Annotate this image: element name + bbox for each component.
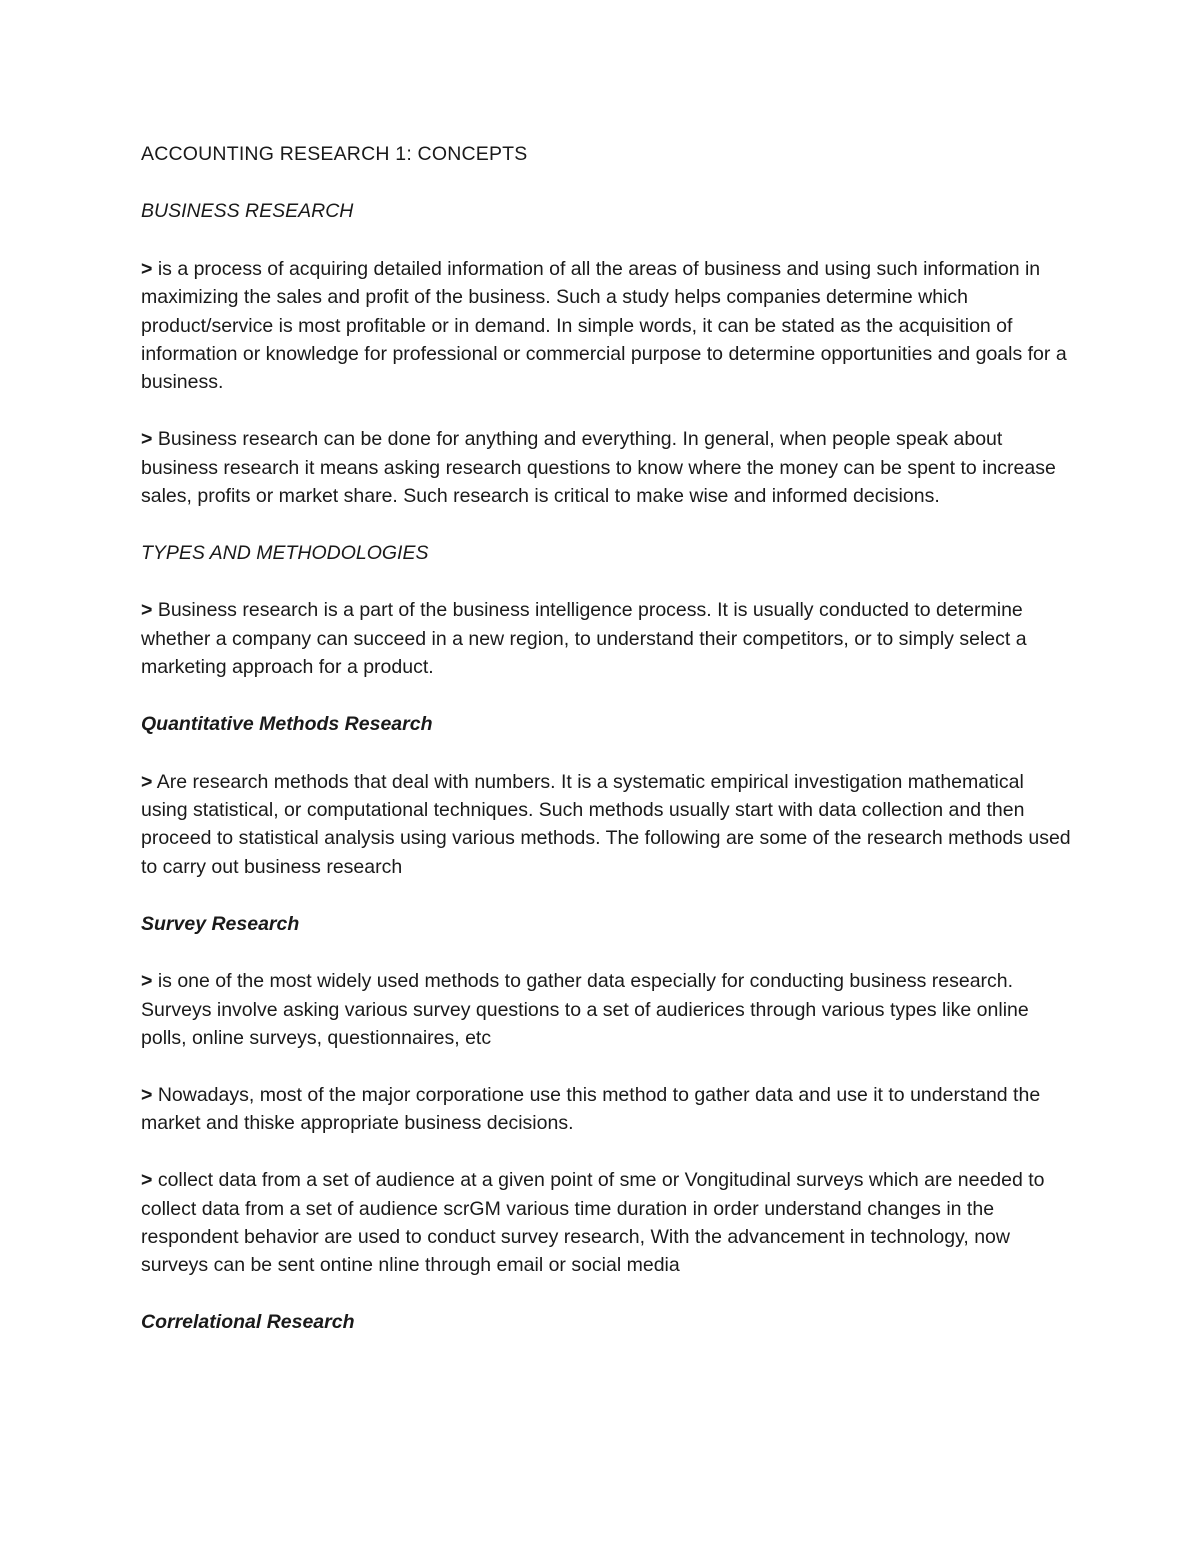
- paragraph: [141, 967, 1071, 1052]
- bullet-marker: >: [141, 1083, 153, 1106]
- section-heading-correlational-research: Correlational Research: [141, 1311, 355, 1334]
- bullet-marker: >: [141, 970, 153, 993]
- bullet-marker: >: [141, 770, 153, 793]
- paragraph: [141, 425, 1071, 510]
- paragraph-text: is a process of acquiring detailed information of all the areas of business and using such information in maximizing the sales and profit of the business. Such a study helps companies determine which product/service is most profitable or in demand. In simple words, it can be stated as the acquisition of information or knowledge for professional or commercial purpose to determine opportunities and goals for a business.: [141, 257, 1067, 394]
- section-heading-quantitative-methods: Quantitative Methods Research: [141, 713, 433, 736]
- document-body: [141, 140, 1071, 1366]
- bullet-marker: >: [141, 257, 153, 280]
- paragraph-text: Business research is a part of the business intelligence process. It is usually conducted to determine whether a company can succeed in a new region, to understand their competitors, or to simply select a marketing approach for a product.: [141, 599, 1027, 679]
- paragraph: [141, 596, 1071, 681]
- paragraph: [141, 255, 1071, 397]
- paragraph-text: is one of the most widely used methods to gather data especially for conducting business research. Surveys involve asking various survey questions to a set of audierices through various types like online polls, online surveys, questionnaires, etc: [141, 970, 1029, 1049]
- paragraph-text: Business research can be done for anything and everything. In general, when people speak about business research it means asking research questions to know where the money can be spent to increase sales, profits or market share. Such research is critical to make wise and informed decisions.: [141, 428, 1056, 508]
- paragraph: [141, 1081, 1071, 1138]
- section-heading-types-and-methodologies: TYPES AND METHODOLOGIES: [141, 542, 429, 565]
- paragraph-text: Are research methods that deal with numbers. It is a systematic empirical investigation mathematical using statistical, or computational techniques. Such methods usually start with data collection and then proceed to statistical analysis using various methods. The following are some of the research methods used to carry out business research: [141, 770, 1071, 878]
- paragraph-text: Nowadays, most of the major corporatione use this method to gather data and use it to understand the market and thiske appropriate business decisions.: [141, 1083, 1041, 1135]
- paragraph: [141, 1166, 1071, 1280]
- paragraph-text: collect data from a set of audience at a given point of sme or Vongitudinal surveys which are needed to collect data from a set of audience scrGM various time duration in order understand changes in the respondent behavior are used to conduct survey research, With the advancement in technology, now surveys can be sent ontine nline through email or social media: [141, 1169, 1045, 1277]
- bullet-marker: >: [141, 599, 153, 622]
- section-heading-business-research: BUSINESS RESEARCH: [141, 200, 354, 223]
- paragraph: [141, 768, 1071, 882]
- bullet-marker: >: [141, 1169, 153, 1192]
- bullet-marker: >: [141, 428, 153, 451]
- document-title: ACCOUNTING RESEARCH 1: CONCEPTS: [141, 143, 528, 165]
- section-heading-survey-research: Survey Research: [141, 912, 300, 935]
